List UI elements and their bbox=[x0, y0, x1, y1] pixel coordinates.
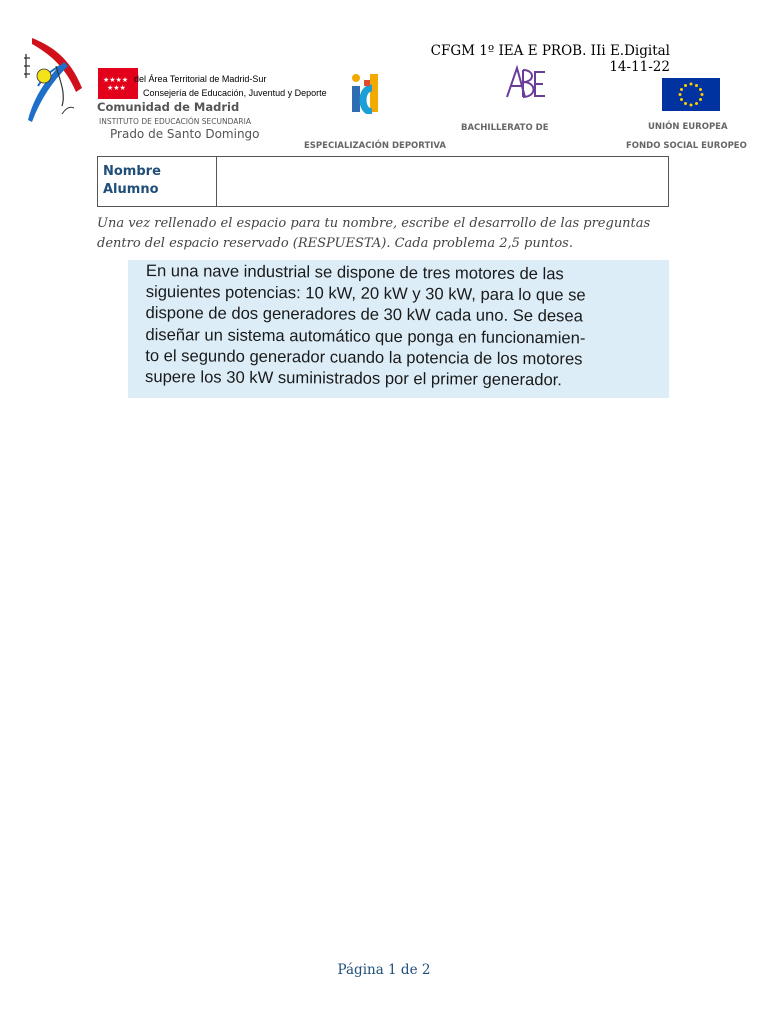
svg-text:★★★: ★★★ bbox=[107, 84, 126, 92]
union-europea-label: UNIÓN EUROPEA bbox=[648, 122, 728, 132]
problem-statement bbox=[145, 260, 658, 391]
fondo-social-label: FONDO SOCIAL EUROPEO bbox=[626, 141, 747, 151]
student-name-label: Nombre Alumno bbox=[98, 157, 217, 206]
course-title: CFGM 1º IEA E PROB. IIi E.Digital bbox=[430, 43, 670, 59]
problem-line: to el segundo generador cuando la potencia de los motores bbox=[145, 345, 583, 369]
page-number: Página 1 de 2 bbox=[337, 962, 431, 978]
student-name-table bbox=[97, 156, 669, 207]
student-name-field[interactable] bbox=[217, 157, 668, 206]
comunidad-title: Comunidad de Madrid bbox=[97, 100, 240, 114]
exam-date: 14-11-22 bbox=[609, 59, 670, 75]
especializacion-label: ESPECIALIZACIÓN DEPORTIVA bbox=[304, 141, 446, 151]
school-name: Prado de Santo Domingo bbox=[110, 127, 260, 141]
abe-logo-icon bbox=[505, 64, 549, 100]
problem-line: dispone de dos generadores de 30 kW cada uno. Se desea bbox=[145, 303, 583, 326]
problem-line: En una nave industrial se dispone de tres motores de las bbox=[145, 260, 564, 284]
school-logo bbox=[22, 36, 84, 124]
svg-text:★★★★: ★★★★ bbox=[103, 76, 129, 84]
problem-line: siguientes potencias: 10 kW, 20 kW y 30 kW, para lo que se bbox=[145, 282, 586, 305]
id-logo-icon bbox=[350, 72, 392, 114]
problem-line: supere los 30 kW suministrados por el primer generador. bbox=[145, 367, 563, 390]
problem-line: diseñar un sistema automático que ponga en funcionamien- bbox=[145, 324, 586, 348]
bachillerato-label: BACHILLERATO DE bbox=[461, 123, 549, 133]
consejeria-area-line: del Área Territorial de Madrid-Sur bbox=[134, 74, 267, 84]
eu-flag-icon bbox=[662, 78, 720, 111]
institute-label: INSTITUTO DE EDUCACIÓN SECUNDARIA bbox=[99, 117, 251, 126]
madrid-flag-icon bbox=[98, 68, 138, 99]
consejeria-line: Consejería de Educación, Juventud y Deporte bbox=[143, 88, 327, 98]
instructions-text: Una vez rellenado el espacio para tu nombre, escribe el desarrollo de las preguntas dentro del espacio reservado (RESPUESTA). Cada problema 2,5 puntos. bbox=[97, 216, 651, 251]
